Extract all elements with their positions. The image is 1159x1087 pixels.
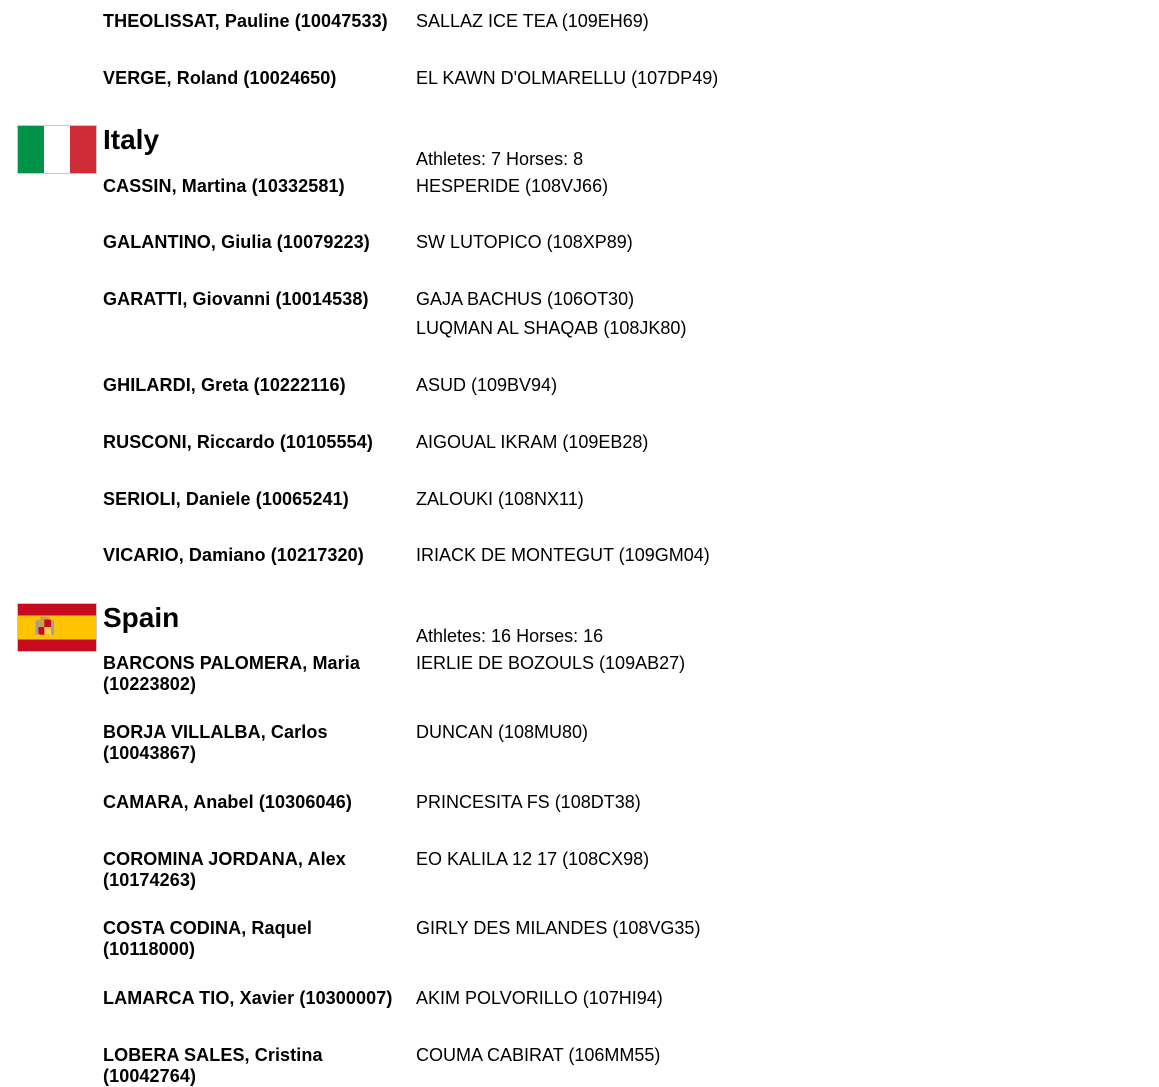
country-heading-italy: Italy — [103, 124, 160, 155]
country-stats-spain: Athletes: 16 Horses: 16 — [416, 626, 604, 646]
rider-name — [103, 988, 408, 1009]
horse-name: EL KAWN D'OLMARELLU (107DP49) — [416, 68, 719, 88]
rider-name — [103, 849, 408, 891]
horse-name: GAJA BACHUS (106OT30) — [416, 289, 635, 309]
rider-name-line: COSTA CODINA, Raquel — [103, 918, 313, 938]
rider-name: CASSIN, Martina (10332581) — [103, 176, 345, 196]
rider-id-line: (10223802) — [103, 674, 197, 694]
rider-id-line: (10118000) — [103, 939, 196, 959]
horse-name: AIGOUAL IKRAM (109EB28) — [416, 432, 649, 452]
horse-name: COUMA CABIRAT (106MM55) — [416, 1045, 661, 1065]
rider-name: GHILARDI, Greta (10222116) — [103, 375, 346, 395]
horse-name: IERLIE DE BOZOULS (109AB27) — [416, 653, 686, 673]
horse-name: LUQMAN AL SHAQAB (108JK80) — [416, 318, 687, 338]
italy-flag-icon — [17, 125, 97, 174]
horse-name: EO KALILA 12 17 (108CX98) — [416, 849, 650, 869]
horse-name: ASUD (109BV94) — [416, 375, 558, 395]
rider-name: GARATTI, Giovanni (10014538) — [103, 289, 369, 309]
spain-flag-icon — [17, 603, 97, 652]
rider-id-line: (10042764) — [103, 1066, 197, 1086]
rider-name — [103, 792, 408, 813]
horse-name: AKIM POLVORILLO (107HI94) — [416, 988, 663, 1008]
rider-name: GALANTINO, Giulia (10079223) — [103, 232, 370, 252]
rider-name — [103, 1045, 408, 1087]
rider-name-line: LAMARCA TIO, Xavier (10300007) — [103, 988, 393, 1008]
rider-name: THEOLISSAT, Pauline (10047533) — [103, 11, 388, 31]
country-stats-italy: Athletes: 7 Horses: 8 — [416, 149, 584, 169]
rider-name-line: CAMARA, Anabel (10306046) — [103, 792, 352, 812]
horse-name: SALLAZ ICE TEA (109EH69) — [416, 11, 649, 31]
country-heading-spain: Spain — [103, 602, 180, 633]
rider-id-line: (10174263) — [103, 870, 197, 890]
rider-name: VICARIO, Damiano (10217320) — [103, 545, 364, 565]
horse-name: GIRLY DES MILANDES (108VG35) — [416, 918, 701, 938]
rider-name — [103, 653, 408, 695]
rider-name-line: BARCONS PALOMERA, Maria — [103, 653, 360, 673]
rider-name — [103, 918, 408, 960]
rider-name: VERGE, Roland (10024650) — [103, 68, 337, 88]
rider-name-line: COROMINA JORDANA, Alex — [103, 849, 346, 869]
horse-name: SW LUTOPICO (108XP89) — [416, 232, 633, 252]
horse-name: HESPERIDE (108VJ66) — [416, 176, 609, 196]
rider-name: SERIOLI, Daniele (10065241) — [103, 489, 349, 509]
horse-name: IRIACK DE MONTEGUT (109GM04) — [416, 545, 710, 565]
horse-name: DUNCAN (108MU80) — [416, 722, 589, 742]
rider-name-line: LOBERA SALES, Cristina — [103, 1045, 323, 1065]
horse-name: PRINCESITA FS (108DT38) — [416, 792, 641, 812]
horse-name: ZALOUKI (108NX11) — [416, 489, 584, 509]
rider-name — [103, 722, 408, 764]
rider-name-line: BORJA VILLALBA, Carlos — [103, 722, 328, 742]
rider-id-line: (10043867) — [103, 743, 197, 763]
rider-name: RUSCONI, Riccardo (10105554) — [103, 432, 373, 452]
